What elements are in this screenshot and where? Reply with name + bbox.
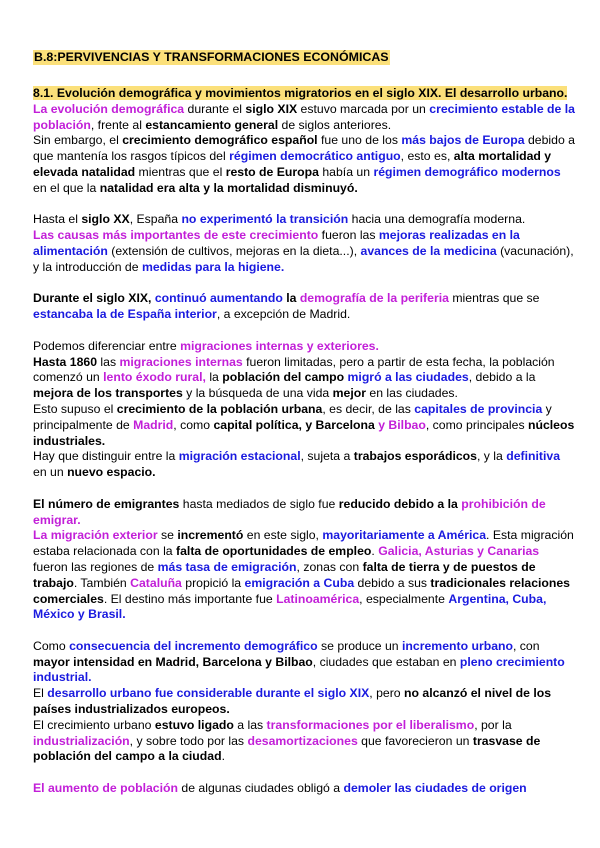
magenta-highlight-text: transformaciones por el liberalismo — [266, 717, 475, 732]
text-line — [33, 749, 573, 765]
bold-text: crecimiento de la población urbana — [116, 401, 323, 416]
section-title: B.8:PERVIVENCIAS Y TRANSFORMACIONES ECONÓMICAS — [34, 50, 389, 64]
blue-highlight-text: incremento urbano — [402, 638, 513, 653]
plain-text: estuvo marcada por un — [297, 101, 430, 116]
plain-text: . Esta migración — [486, 528, 574, 543]
blue-highlight-text: pleno crecimiento — [459, 654, 565, 669]
magenta-highlight-text: migraciones internas — [119, 354, 243, 369]
text-line — [33, 386, 573, 402]
plain-text: comenzó un — [33, 370, 104, 385]
text-line — [33, 260, 573, 276]
blue-highlight-text: régimen democrático antiguo — [229, 149, 401, 164]
blue-highlight-text: medidas para la higiene. — [141, 259, 285, 274]
magenta-highlight-text: migraciones internas y exteriores. — [180, 338, 379, 353]
plain-text: , sujeta a — [300, 449, 354, 464]
magenta-highlight-text: El aumento de población — [33, 781, 178, 796]
blue-highlight-text: régimen demográfico modernos — [373, 164, 561, 179]
blue-highlight-text: alimentación — [33, 243, 108, 258]
magenta-highlight-text: población — [33, 117, 91, 132]
plain-text: Esto supuso el — [33, 401, 117, 416]
plain-text: que favorecieron un — [357, 733, 473, 748]
plain-text: hacia una demografía moderna. — [348, 212, 526, 227]
magenta-highlight-text: Galicia, Asturias y Canarias — [378, 544, 540, 559]
highlighted-text: 8.1. Evolución demográfica y movimientos migratorios en el siglo XIX. El desarrollo urbano. — [33, 86, 568, 100]
plain-text: principalmente de — [33, 417, 134, 432]
text-line — [33, 734, 573, 750]
plain-text: en el que la — [33, 180, 100, 195]
text-line — [33, 86, 573, 102]
plain-text: Hasta el — [33, 212, 82, 227]
plain-text: de siglos anteriores. — [278, 117, 392, 132]
plain-text: , como — [173, 417, 214, 432]
paragraph — [33, 781, 573, 797]
blue-highlight-text: capitales de provincia — [414, 401, 543, 416]
bold-text: estancamiento general — [145, 117, 279, 132]
plain-text: fueron las regiones de — [33, 559, 158, 574]
plain-text: propició la — [181, 575, 245, 590]
plain-text: y — [542, 401, 552, 416]
plain-text: que mantenía los rasgos típicos del — [33, 149, 230, 164]
text-line — [33, 133, 573, 149]
magenta-highlight-text: Latinoamérica — [276, 591, 360, 606]
text-line — [33, 355, 573, 371]
blue-highlight-text: no experimentó la transición — [181, 212, 349, 227]
blue-highlight-text: migró a las ciudades — [347, 370, 469, 385]
text-line — [33, 149, 573, 165]
plain-text: las — [97, 354, 120, 369]
text-line — [33, 592, 573, 608]
plain-text: . También — [73, 575, 131, 590]
plain-text: . — [221, 749, 225, 764]
blue-highlight-text: estancaba la de España interior — [33, 307, 217, 322]
plain-text: , ciudades que estaban en — [312, 654, 460, 669]
plain-text: se produce un — [317, 638, 403, 653]
bold-text: falta de tierra y de puestos de — [362, 559, 536, 574]
bold-text: trabajo — [33, 575, 74, 590]
text-line — [33, 102, 573, 118]
plain-text: , pero — [369, 686, 405, 701]
text-line — [33, 702, 573, 718]
blue-highlight-text: crecimiento estable de la — [429, 101, 575, 116]
text-line — [33, 670, 573, 686]
plain-text: , especialmente — [359, 591, 449, 606]
paragraph — [33, 212, 573, 275]
blue-highlight-text: industrial. — [33, 670, 92, 685]
bold-text: comerciales — [33, 591, 104, 606]
bold-text: resto de Europa — [225, 164, 319, 179]
text-line — [33, 228, 573, 244]
blue-highlight-text: más bajos de Europa — [401, 133, 525, 148]
plain-text: durante el — [184, 101, 246, 116]
magenta-highlight-text: Madrid — [133, 417, 174, 432]
text-line — [33, 686, 573, 702]
bold-text: trasvase de — [472, 733, 541, 748]
paragraph — [33, 291, 573, 323]
blue-highlight-text: Argentina, Cuba, — [448, 591, 547, 606]
plain-text: , con — [512, 638, 540, 653]
plain-text: se — [157, 528, 178, 543]
text-line — [33, 418, 573, 434]
blue-highlight-text: demoler las ciudades de origen — [343, 781, 527, 796]
plain-text: de algunas ciudades obligó a — [177, 781, 344, 796]
blue-highlight-text: emigración a Cuba — [244, 575, 355, 590]
bold-text: población del campo a la ciudad — [33, 749, 222, 764]
plain-text: la — [209, 370, 223, 385]
paragraph — [33, 86, 573, 197]
magenta-highlight-text: Las causas más importantes de este crecimiento — [33, 228, 319, 243]
bold-text: la — [282, 291, 300, 306]
paragraph — [33, 497, 573, 623]
magenta-highlight-text: La evolución demográfica — [33, 101, 185, 116]
plain-text: debido a — [524, 133, 575, 148]
text-line — [33, 718, 573, 734]
text-line — [33, 544, 573, 560]
plain-text: , y sobre todo por las — [129, 733, 248, 748]
bold-text: mayor intensidad en Madrid, Barcelona y Bilbao — [33, 654, 313, 669]
plain-text: , y la — [476, 449, 507, 464]
plain-text: , esto es, — [400, 149, 454, 164]
plain-text: en un — [33, 465, 68, 480]
bold-text: alta mortalidad y — [453, 149, 552, 164]
text-line — [33, 165, 573, 181]
plain-text: , como principales — [425, 417, 528, 432]
document-body — [33, 86, 573, 813]
plain-text: El crecimiento urbano — [33, 717, 155, 732]
bold-text: incrementó — [177, 528, 244, 543]
magenta-highlight-text: lento éxodo rural, — [103, 370, 210, 385]
bold-text: natalidad era alta y la mortalidad disminuyó. — [99, 180, 358, 195]
blue-highlight-text: avances de la medicina — [360, 243, 497, 258]
plain-text: y la búsqueda de una vida — [182, 386, 333, 401]
magenta-highlight-text: prohibición de — [461, 496, 546, 511]
blue-highlight-text: México y Brasil. — [33, 607, 126, 622]
plain-text: en este siglo, — [243, 528, 323, 543]
plain-text: , por la — [474, 717, 512, 732]
plain-text: mientras que el — [135, 164, 226, 179]
text-line — [33, 181, 573, 197]
magenta-highlight-text: emigrar. — [33, 512, 81, 527]
plain-text: , zonas con — [296, 559, 363, 574]
paragraph — [33, 339, 573, 481]
plain-text: , es decir, de las — [322, 401, 415, 416]
bold-text: industriales. — [33, 433, 106, 448]
plain-text: , frente al — [90, 117, 146, 132]
text-line — [33, 781, 573, 797]
plain-text: . El destino más importante fue — [103, 591, 277, 606]
blue-highlight-text: definitiva — [506, 449, 561, 464]
text-line — [33, 449, 573, 465]
magenta-highlight-text: desamortizaciones — [247, 733, 358, 748]
text-line — [33, 576, 573, 592]
plain-text: El — [33, 686, 48, 701]
blue-highlight-text: mayoritariamente a América — [322, 528, 487, 543]
plain-text: debido a sus — [354, 575, 431, 590]
plain-text: fueron limitadas, pero a partir de esta fecha, la población — [242, 354, 555, 369]
plain-text: fueron las — [318, 228, 379, 243]
plain-text: (extensión de cultivos, mejoras en la dieta...), — [107, 243, 361, 258]
plain-text: mientras que se — [448, 291, 540, 306]
text-line — [33, 244, 573, 260]
text-line — [33, 655, 573, 671]
plain-text: , España — [129, 212, 182, 227]
text-line — [33, 528, 573, 544]
plain-text: Como — [33, 638, 70, 653]
magenta-highlight-text: demografía de la periferia — [299, 291, 449, 306]
bold-text: tradicionales relaciones — [430, 575, 570, 590]
text-line — [33, 370, 573, 386]
bold-text: países industrializados europeos. — [33, 702, 230, 717]
magenta-highlight-text: La migración exterior — [33, 528, 158, 543]
bold-text: Hasta 1860 — [33, 354, 98, 369]
plain-text: (vacunación), — [496, 243, 574, 258]
text-line — [33, 307, 573, 323]
text-line — [33, 560, 573, 576]
plain-text: Podemos diferenciar entre — [33, 338, 181, 353]
plain-text: . — [371, 544, 379, 559]
text-line — [33, 607, 573, 623]
text-line — [33, 639, 573, 655]
plain-text: había un — [318, 164, 374, 179]
plain-text: , a excepción de Madrid. — [216, 307, 351, 322]
bold-text: siglo XX — [81, 212, 130, 227]
magenta-highlight-text: Cataluña — [130, 575, 182, 590]
bold-text: falta de oportunidades de empleo — [176, 544, 372, 559]
blue-highlight-text: desarrollo urbano fue considerable durante el siglo XIX — [47, 686, 370, 701]
blue-highlight-text: migración estacional — [178, 449, 301, 464]
plain-text: Hay que distinguir entre la — [33, 449, 179, 464]
bold-text: reducido debido a la — [338, 496, 458, 511]
bold-text: población del campo — [222, 370, 345, 385]
text-line — [33, 339, 573, 355]
blue-highlight-text: continuó aumentando — [154, 291, 283, 306]
bold-text: estuvo ligado — [154, 717, 234, 732]
bold-text: capital política, y Barcelona — [213, 417, 375, 432]
text-line — [33, 513, 573, 529]
blue-highlight-text: consecuencia del incremento demográfico — [69, 638, 318, 653]
text-line — [33, 402, 573, 418]
blue-highlight-text: mejoras realizadas en la — [378, 228, 520, 243]
bold-text: trabajos esporádicos — [353, 449, 477, 464]
text-line — [33, 434, 573, 450]
bold-text: Durante el siglo XIX, — [33, 291, 155, 306]
plain-text: en las ciudades. — [365, 386, 458, 401]
bold-text: El número de emigrantes — [33, 496, 180, 511]
plain-text: hasta mediados de siglo fue — [179, 496, 339, 511]
text-line — [33, 118, 573, 134]
plain-text: y la introducción de — [33, 259, 142, 274]
bold-text: elevada natalidad — [33, 164, 136, 179]
bold-text: núcleos — [528, 417, 575, 432]
plain-text: , debido a la — [468, 370, 536, 385]
plain-text: a las — [233, 717, 267, 732]
magenta-highlight-text: y Bilbao — [378, 417, 426, 432]
bold-text: no alcanzó el nivel de los — [404, 686, 552, 701]
plain-text: fue uno de los — [317, 133, 402, 148]
text-line — [33, 497, 573, 513]
plain-text: estaba relacionada con la — [33, 544, 177, 559]
magenta-highlight-text: industrialización — [33, 733, 130, 748]
text-line — [33, 465, 573, 481]
bold-text: nuevo espacio. — [67, 465, 156, 480]
text-line — [33, 212, 573, 228]
bold-text: siglo XIX — [245, 101, 298, 116]
bold-text: mejora de los transportes — [33, 386, 183, 401]
plain-text: Sin embargo, el — [33, 133, 123, 148]
text-line — [33, 291, 573, 307]
blue-highlight-text: más tasa de emigración — [157, 559, 297, 574]
paragraph — [33, 639, 573, 765]
bold-text: crecimiento demográfico español — [122, 133, 318, 148]
bold-text: mejor — [332, 386, 366, 401]
